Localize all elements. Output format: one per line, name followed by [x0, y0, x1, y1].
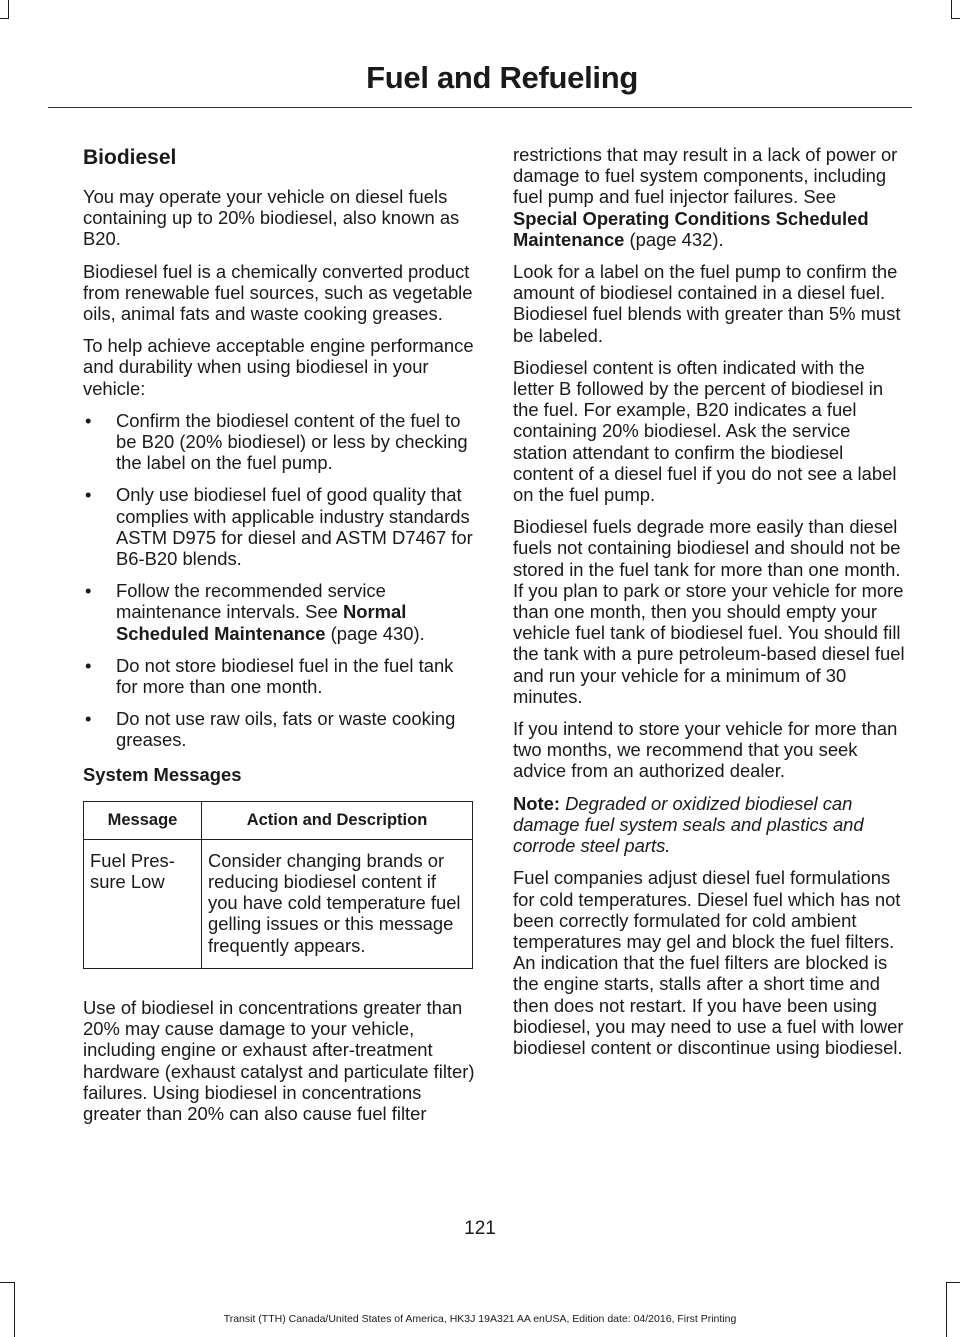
bullet-icon: • [85, 580, 92, 602]
page-number: 121 [464, 1218, 496, 1239]
note [513, 793, 905, 857]
section-heading-biodiesel: Biodiesel [83, 146, 177, 169]
paragraph: Look for a label on the fuel pump to confirm the amount of biodiesel contained in a diesel fuel. Biodiesel fuel blends with greater than 5% must be labeled. [513, 261, 901, 346]
table-row [84, 839, 473, 968]
paragraph: If you intend to store your vehicle for more than two months, we recommend that you seek advice from an authorized dealer. [513, 718, 898, 782]
header-divider [48, 107, 912, 108]
table-header-action: Action and Description [202, 801, 473, 839]
paragraph: Biodiesel content is often indicated with the letter B followed by the percent of biodiesel in the fuel. For example, B20 indicates a fuel containing 20% biodiesel. Ask the service station attendant to confirm the biodiesel content of a diesel fuel if you do not see a label on the fuel pump. [513, 356, 897, 506]
table-cell-message: Fuel Pres-sure Low [84, 839, 202, 968]
section-heading-system-messages: System Messages [83, 763, 242, 785]
paragraph: You may operate your vehicle on diesel fuels containing up to 20% biodiesel, also known as B20. [83, 186, 460, 250]
note-text: Degraded or oxidized biodiesel can damage fuel system seals and plastics and corrode steel parts. [513, 792, 864, 857]
paragraph: Use of biodiesel in concentrations greater than 20% may cause damage to your vehicle, including engine or exhaust after-treatment hardware (exhaust catalyst and particulate filter) failures. Using biodiesel in concentrations greater than 20% can also cause fuel filter [83, 996, 475, 1124]
paragraph: restrictions that may result in a lack of power or damage to fuel system components, including fuel pump and fuel injector failures. See Special Operating Conditions Scheduled Maintenance (page 432). [513, 144, 898, 250]
left-column [83, 144, 475, 1135]
system-messages-table [83, 801, 473, 969]
paragraph: To help achieve acceptable engine performance and durability when using biodiesel in your vehicle: [83, 335, 474, 399]
crop-mark [946, 1282, 947, 1337]
bullet-list [83, 410, 475, 751]
crop-mark [946, 1282, 960, 1283]
table-header-message: Message [84, 801, 202, 839]
crop-mark [0, 18, 9, 19]
paragraph: Biodiesel fuel is a chemically converted product from renewable fuel sources, such as vegetable oils, animal fats and waste cooking greases. [83, 260, 473, 325]
bullet-icon: • [85, 708, 92, 730]
cross-reference-link[interactable]: Normal Scheduled Maintenance [116, 601, 407, 644]
table-cell-action: Consider changing brands or reducing biodiesel content if you have cold temperature fuel gelling issues or this message frequently appears. [202, 839, 473, 968]
list-item: • Do not store biodiesel fuel in the fuel tank for more than one month. [85, 654, 454, 698]
bullet-icon: • [85, 654, 92, 676]
cross-reference-link[interactable]: Special Operating Conditions Scheduled Maintenance [513, 207, 869, 250]
table-header-row [84, 801, 473, 839]
paragraph: Fuel companies adjust diesel fuel formulations for cold temperatures. Diesel fuel which has not been correctly formulated for cold ambient temperatures may gel and block the fuel filters. An indication that the fuel filters are blocked is the engine starts, stalls after a short time and then does not restart. If you have been using biodiesel, you may need to use a fuel with lower biodiesel content or discontinue using biodiesel. [513, 867, 904, 1058]
page-title: Fuel and Refueling [366, 60, 638, 95]
list-item: • Do not use raw oils, fats or waste cooking greases. [85, 708, 456, 751]
footer-text: Transit (TTH) Canada/United States of America, HK3J 19A321 AA enUSA, Edition date: 04/2016, First Printing [223, 1313, 737, 1325]
crop-mark [8, 0, 9, 18]
note-label: Note: [513, 792, 560, 814]
crop-mark [951, 18, 960, 19]
right-column [513, 144, 905, 1069]
list-item: • Only use biodiesel fuel of good quality that complies with applicable industry standards ASTM D975 for diesel and ASTM D7467 for B6-B20 blends. [85, 484, 473, 570]
bullet-icon: • [85, 409, 92, 431]
crop-mark [951, 0, 952, 18]
list-item: • Follow the recommended service maintenance intervals. See Normal Scheduled Maintenance (page 430). [85, 580, 425, 644]
paragraph: Biodiesel fuels degrade more easily than diesel fuels not containing biodiesel and should not be stored in the fuel tank for more than one month. If you plan to park or store your vehicle for more than one month, then you should empty your vehicle fuel tank of biodiesel fuel. You should fill the tank with a pure petroleum-based diesel fuel and run your vehicle for a minimum of 30 minutes. [513, 516, 905, 707]
crop-mark [0, 1282, 14, 1283]
bullet-icon: • [85, 484, 92, 506]
crop-mark [14, 1282, 15, 1337]
list-item: • Confirm the biodiesel content of the fuel to be B20 (20% biodiesel) or less by checking the label on the fuel pump. [85, 409, 468, 474]
